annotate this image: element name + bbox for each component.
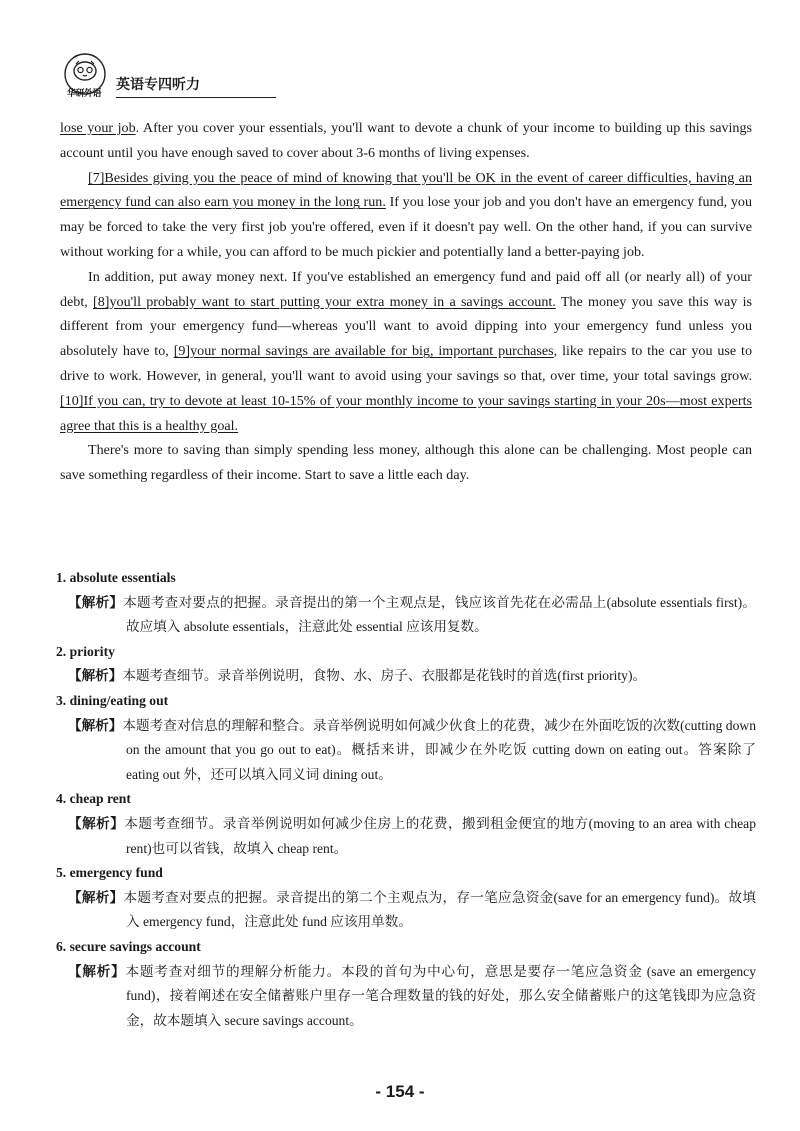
paragraph-text: If you lose your job and you don't have an emergency fund, you may be forced to take the very first job you're offered, even if it doesn't pay well. On the other hand, if you can survive without working for a while, you can afford to be much pickier and potentially land a better-paying job. — [60, 194, 752, 260]
paragraph-text: There's more to saving than simply spending less money, although this alone can be challenging. Most people can save something regardless of their income. Start to save a little each day. — [60, 442, 752, 484]
answer-explanation — [68, 960, 756, 1034]
page-number: - 154 - — [375, 1082, 425, 1101]
paragraph-text: In addition, put away money next. If you've established an emergency fund and paid off all (or nearly all) of your debt, — [60, 268, 752, 310]
answer-explanation — [68, 812, 756, 861]
logo-text: 华研外语 — [66, 89, 101, 99]
explanation-text: 本题考查对细节的理解分析能力。本段的首句为中心句，意思是要存一笔应急资金 (save an emergency fund)，接着阐述在安全储蓄账户里存一笔合理数量的钱的好处，那么安全储蓄账户的这笔钱即为应急资金，故本题填入 secure savings account。 — [125, 963, 756, 1028]
answer-item — [56, 566, 756, 640]
answer-explanation — [68, 886, 756, 935]
underlined-answer: [8]you'll probably want to start putting your extra money in a savings account. — [93, 293, 556, 310]
answer-title: 3. dining/eating out — [56, 692, 169, 708]
passage-paragraph — [60, 166, 752, 265]
book-title: 英语专四听力 — [116, 77, 200, 93]
passage-paragraph — [60, 116, 752, 166]
analysis-tag: 【解析】 — [68, 815, 125, 831]
answer-title: 1. absolute essentials — [56, 570, 176, 585]
analysis-tag: 【解析】 — [68, 717, 123, 733]
underlined-answer: [9]your normal savings are available for big, important purchases — [173, 343, 554, 360]
answer-item — [56, 861, 756, 935]
answer-item — [56, 787, 756, 861]
explanation-text: 本题考查对信息的理解和整合。录音举例说明如何减少伙食上的花费，减少在外面吃饭的次数(cutting down on the amount that you go out to eat)。概括来讲，即减少在外吃饭 cutting down on eating out。答案除了 eating out 外，还可以填入同义词 dining out。 — [122, 717, 757, 782]
answer-item — [56, 689, 756, 787]
answer-explanation — [68, 664, 756, 689]
explanation-text: 本题考查细节。录音举例说明，食物、水、房子、衣服都是花钱时的首选(first priority)。 — [122, 668, 647, 684]
paragraph-text: . After you cover your essentials, you'll want to devote a chunk of your income to building up this savings account until you have enough saved to cover about 3-6 months of living expenses. — [60, 120, 752, 161]
answer-explanation — [68, 714, 756, 788]
analysis-tag: 【解析】 — [68, 889, 124, 905]
answer-title: 2. priority — [56, 643, 115, 659]
paragraph-text: , like repairs to the car you use to drive to work. However, in general, you'll want to avoid using your savings so that, over time, your total savings grow. — [60, 343, 753, 384]
analysis-tag: 【解析】 — [68, 594, 124, 610]
page-header — [56, 52, 356, 102]
underlined-answer: lose your job — [60, 120, 136, 136]
answer-item — [56, 935, 756, 1033]
answer-item — [56, 640, 756, 689]
header-divider — [116, 97, 276, 98]
answer-title: 4. cheap rent — [56, 791, 131, 807]
explanation-text: 本题考查对要点的把握。录音提出的第二个主观点为，存一笔应急资金(save for an emergency fund)。故填入 emergency fund，注意此处 fund 应该用单数。 — [123, 889, 757, 930]
answer-title: 5. emergency fund — [56, 865, 163, 881]
answer-explanation — [68, 591, 756, 640]
passage-paragraph — [60, 438, 752, 488]
passage-paragraph — [60, 265, 752, 439]
answer-title: 6. secure savings account — [56, 938, 201, 954]
explanation-text: 本题考查细节。录音举例说明如何减少住房上的花费，搬到租金便宜的地方(moving to an area with cheap rent)也可以省钱，故填入 cheap rent。 — [124, 815, 757, 856]
publisher-logo — [56, 52, 114, 100]
paragraph-text: The money you save this way is different from your emergency fund—whereas you'll want to avoid dipping into your emergency fund unless you absolutely have to, — [60, 293, 753, 360]
underlined-answer: [10]If you can, try to devote at least 10-15% of your monthly income to your savings starting in your 20s—most experts agree that this is a healthy goal. — [60, 392, 752, 434]
passage-text — [60, 116, 752, 488]
underlined-answer: [7]Besides giving you the peace of mind of knowing that you'll be OK in the event of career difficulties, having an emergency fund can also earn you money in the long run. — [60, 169, 752, 211]
answer-key — [56, 566, 756, 1033]
explanation-text: 本题考查对要点的把握。录音提出的第一个主观点是，钱应该首先花在必需品上(absolute essentials first)。故应填入 absolute essentials，注意此处 essential 应该用复数。 — [123, 594, 756, 635]
analysis-tag: 【解析】 — [68, 963, 126, 979]
analysis-tag: 【解析】 — [68, 668, 123, 684]
